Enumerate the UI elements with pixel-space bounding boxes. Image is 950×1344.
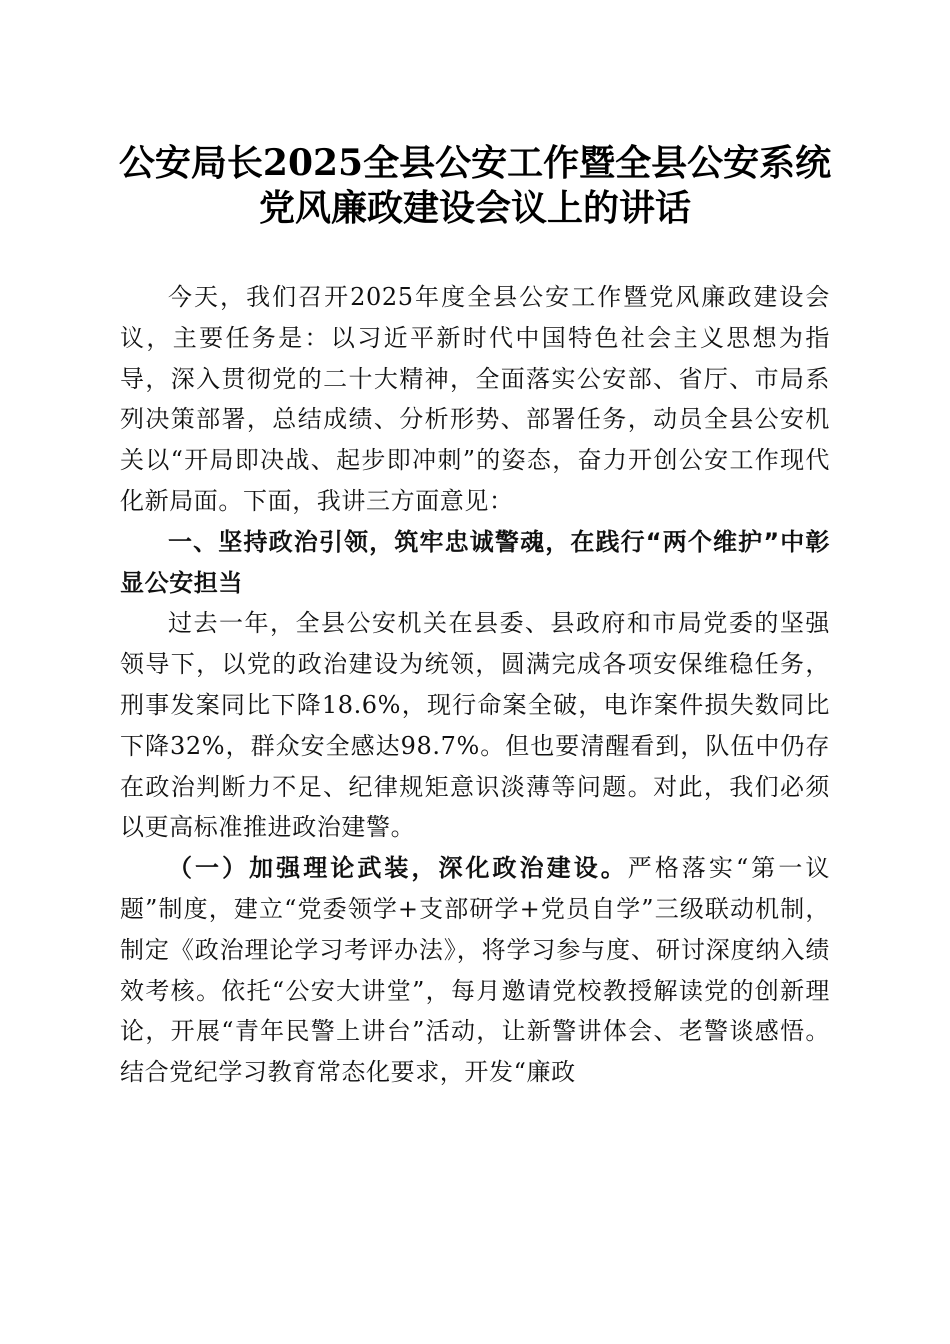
section-1-paragraph: 过去一年，全县公安机关在县委、县政府和市局党委的坚强领导下，以党的政治建设为统领，圆满完成各项安保维稳任务，刑事发案同比下降18.6%，现行命案全破，电诈案件损失数同比下降32%，群众安全感达98.7%。但也要清醒看到，队伍中仍存在政治判断力不足、纪律规矩意识淡薄等问题。对此，我们必须以更高标准推进政治建警。 <box>120 609 830 842</box>
subsection-1-lead: （一）加强理论武装，深化政治建设。 <box>168 853 628 883</box>
document-title-line-1: 公安局长2025全县公安工作暨全县公安系统 <box>118 142 832 184</box>
document-body <box>120 277 830 1093</box>
subsection-1-paragraph <box>120 848 830 1093</box>
intro-paragraph: 今天，我们召开2025年度全县公安工作暨党风廉政建设会议，主要任务是：以习近平新时代中国特色社会主义思想为指导，深入贯彻党的二十大精神，全面落实公安部、省厅、市局系列决策部署，总结成绩、分析形势、部署任务，动员全县公安机关以“开局即决战、起步即冲刺”的姿态，奋力开创公安工作现代化新局面。下面，我讲三方面意见： <box>120 283 830 515</box>
document-title-line-2: 党风廉政建设会议上的讲话 <box>258 187 691 229</box>
subsection-1-text: 严格落实“第一议题”制度，建立“党委领学+支部研学+党员自学”三级联动机制，制定《政治理论学习考评办法》，将学习参与度、研讨深度纳入绩效考核。依托“公安大讲堂”，每月邀请党校教授解读党的创新理论，开展“青年民警上讲台”活动，让新警讲体会、老警谈感悟。结合党纪学习教育常态化要求，开发“廉政 <box>120 854 830 1087</box>
section-heading-1: 一、坚持政治引领，筑牢忠诚警魂，在践行“两个维护”中彰显公安担当 <box>120 527 830 597</box>
